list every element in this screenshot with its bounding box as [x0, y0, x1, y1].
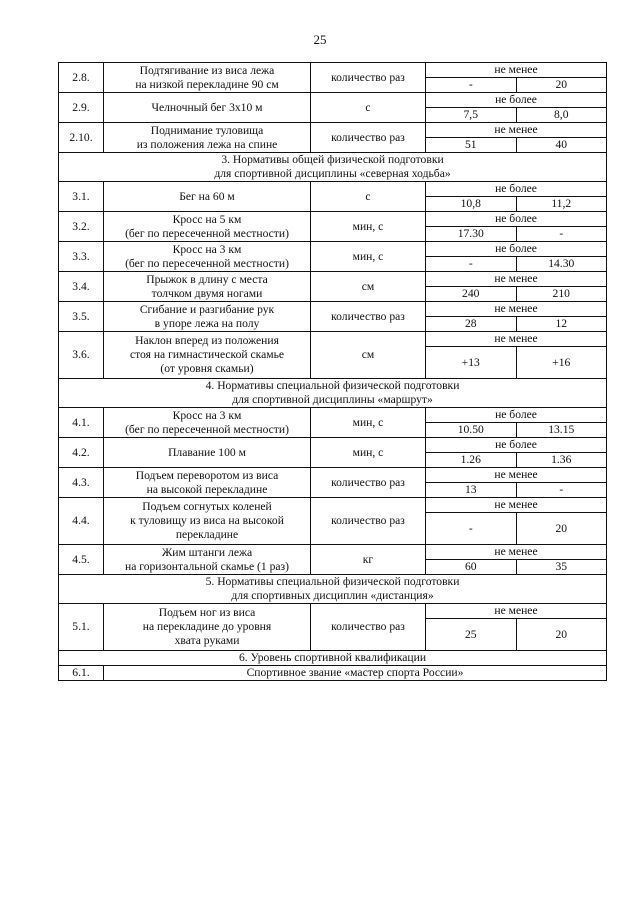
norm-condition: не менее: [426, 545, 607, 560]
norm-value-2: 20: [516, 619, 607, 651]
norm-condition: не менее: [426, 63, 607, 78]
norm-value-2: 14.30: [516, 257, 607, 272]
norm-unit: количество раз: [311, 468, 426, 498]
norm-row: [59, 212, 607, 227]
norm-unit: см: [311, 332, 426, 379]
norm-name: [104, 93, 311, 123]
norm-unit: количество раз: [311, 302, 426, 332]
norm-name: [104, 468, 311, 498]
norm-number: 2.9.: [59, 93, 104, 123]
norm-value-1: +13: [426, 347, 517, 379]
norm-value-2: 1.36: [516, 453, 607, 468]
norm-name-line: Подъем переворотом из виса: [135, 468, 279, 482]
norm-row: [59, 408, 607, 423]
norm-value-2: 8,0: [516, 108, 607, 123]
section-title-line: 3. Нормативы общей физической подготовки: [221, 153, 444, 166]
norm-unit: мин, с: [311, 438, 426, 468]
norm-unit: количество раз: [311, 498, 426, 545]
norm-name-line: (от уровня скамьи): [160, 362, 254, 375]
section-row: [59, 651, 607, 666]
norm-name: [104, 545, 311, 575]
norm-name-line: (бег по пересеченной местности): [125, 422, 289, 436]
norm-name-line: Челночный бег 3х10 м: [151, 100, 263, 114]
norm-condition: не менее: [426, 498, 607, 513]
section-row: [59, 575, 607, 604]
norm-value-1: 10.50: [426, 423, 517, 438]
section-title-line: 6. Уровень спортивной квалификации: [238, 651, 427, 664]
norm-name-line: Подъем согнутых коленей: [142, 500, 272, 513]
norm-name: [104, 123, 311, 153]
norm-name: [104, 332, 311, 379]
norm-condition: не менее: [426, 604, 607, 619]
norm-value-1: 13: [426, 483, 517, 498]
norm-value-2: 12: [516, 317, 607, 332]
norm-row: [59, 604, 607, 619]
norm-name-line: хвата руками: [174, 634, 240, 647]
norm-row: [59, 498, 607, 513]
norm-name-line: Наклон вперед из положения: [135, 334, 279, 347]
norm-number: 2.10.: [59, 123, 104, 153]
section-title-line: для спортивной дисциплины «маршрут»: [232, 393, 433, 406]
norm-unit: количество раз: [311, 123, 426, 153]
norm-name-line: Кросс на 3 км: [172, 408, 242, 422]
norm-condition: не более: [426, 408, 607, 423]
norm-value-2: 210: [516, 287, 607, 302]
norm-value-1: 51: [426, 138, 517, 153]
section-title: [59, 379, 607, 408]
norm-name-line: Плавание 100 м: [168, 445, 246, 459]
norm-value-1: 25: [426, 619, 517, 651]
section-title-line: 5. Нормативы специальной физической подготовки: [205, 575, 460, 588]
norm-name-line: на горизонтальной скамье (1 раз): [124, 559, 290, 573]
norm-value-1: -: [426, 78, 517, 93]
norm-number: 4.1.: [59, 408, 104, 438]
norm-unit: с: [311, 93, 426, 123]
section-title-line: для спортивных дисциплин «дистанция»: [231, 589, 434, 602]
section-title-line: для спортивной дисциплины «северная ходьба»: [214, 167, 451, 180]
norm-row: [59, 63, 607, 78]
norm-condition: не менее: [426, 302, 607, 317]
norm-condition: не менее: [426, 468, 607, 483]
norm-condition: не менее: [426, 332, 607, 347]
norm-number: 3.3.: [59, 242, 104, 272]
qualification-row: [59, 666, 607, 681]
norm-name: [104, 438, 311, 468]
norm-name: [104, 63, 311, 93]
norm-row: [59, 242, 607, 257]
norm-value-2: -: [516, 227, 607, 242]
norm-name-line: Поднимание туловища: [150, 123, 264, 137]
norm-value-1: -: [426, 257, 517, 272]
section-title: [59, 153, 607, 182]
norm-row: [59, 302, 607, 317]
norm-number: 4.5.: [59, 545, 104, 575]
norm-value-2: 40: [516, 138, 607, 153]
norm-condition: не более: [426, 438, 607, 453]
section-title: [59, 651, 607, 666]
section-title: [59, 575, 607, 604]
norm-number: 3.4.: [59, 272, 104, 302]
norm-number: 4.4.: [59, 498, 104, 545]
norm-row: [59, 93, 607, 108]
norm-number: 3.5.: [59, 302, 104, 332]
norm-value-1: 60: [426, 560, 517, 575]
qualification-number: 6.1.: [59, 666, 104, 681]
norm-number: 3.1.: [59, 182, 104, 212]
norm-unit: количество раз: [311, 63, 426, 93]
norm-name: [104, 408, 311, 438]
norms-table-body: [59, 63, 607, 681]
norm-unit: мин, с: [311, 408, 426, 438]
norm-name: [104, 604, 311, 651]
norm-value-2: 35: [516, 560, 607, 575]
norm-value-2: 20: [516, 513, 607, 545]
norm-value-1: 17.30: [426, 227, 517, 242]
norm-unit: кг: [311, 545, 426, 575]
norm-number: 4.2.: [59, 438, 104, 468]
norm-name-line: стоя на гимнастической скамье: [129, 348, 285, 361]
norm-name-line: в упоре лежа на полу: [154, 316, 260, 330]
norm-value-1: 1.26: [426, 453, 517, 468]
section-row: [59, 153, 607, 182]
norm-condition: не более: [426, 242, 607, 257]
norm-row: [59, 545, 607, 560]
norm-unit: количество раз: [311, 604, 426, 651]
norm-name-line: из положения лежа на спине: [136, 137, 278, 151]
norm-condition: не более: [426, 93, 607, 108]
page-number: 25: [313, 32, 327, 47]
norm-row: [59, 272, 607, 287]
norm-value-2: -: [516, 483, 607, 498]
norm-name-line: Подъем ног из виса: [158, 606, 256, 619]
norm-name-line: Кросс на 5 км: [172, 212, 242, 226]
norm-unit: с: [311, 182, 426, 212]
norm-name-line: Кросс на 3 км: [172, 242, 242, 256]
norm-name-line: Подтягивание из виса лежа: [139, 63, 275, 77]
norm-value-1: 240: [426, 287, 517, 302]
norm-value-2: 20: [516, 78, 607, 93]
norm-value-2: +16: [516, 347, 607, 379]
qualification-text: Спортивное звание «мастер спорта России»: [104, 666, 607, 681]
norm-unit: мин, с: [311, 212, 426, 242]
norm-value-2: 11,2: [516, 197, 607, 212]
norm-name: [104, 272, 311, 302]
norm-row: [59, 438, 607, 453]
norm-number: 3.6.: [59, 332, 104, 379]
norm-unit: см: [311, 272, 426, 302]
norm-number: 4.3.: [59, 468, 104, 498]
norm-name-line: перекладине: [175, 528, 239, 541]
norm-name: [104, 498, 311, 545]
norm-value-1: 28: [426, 317, 517, 332]
norm-condition: не менее: [426, 272, 607, 287]
norms-table: [58, 62, 607, 681]
norm-name-line: Жим штанги лежа: [161, 545, 253, 559]
norm-name-line: на низкой перекладине 90 см: [135, 77, 279, 91]
norm-unit: мин, с: [311, 242, 426, 272]
norm-number: 5.1.: [59, 604, 104, 651]
norm-name-line: (бег по пересеченной местности): [125, 226, 289, 240]
norm-condition: не более: [426, 212, 607, 227]
norm-name-line: на высокой перекладине: [146, 482, 268, 496]
norm-value-1: -: [426, 513, 517, 545]
norm-number: 3.2.: [59, 212, 104, 242]
norm-row: [59, 332, 607, 347]
norm-row: [59, 123, 607, 138]
section-title-line: 4. Нормативы специальной физической подготовки: [205, 379, 460, 392]
norm-name-line: (бег по пересеченной местности): [125, 256, 289, 270]
norm-condition: не менее: [426, 123, 607, 138]
norm-name: [104, 182, 311, 212]
norm-name: [104, 242, 311, 272]
norm-number: 2.8.: [59, 63, 104, 93]
norm-name-line: толчком двумя ногами: [151, 286, 263, 300]
norm-value-1: 7,5: [426, 108, 517, 123]
norm-name-line: Прыжок в длину с места: [146, 272, 268, 286]
section-row: [59, 379, 607, 408]
norm-name: [104, 212, 311, 242]
norm-value-2: 13.15: [516, 423, 607, 438]
norm-name-line: на перекладине до уровня: [142, 620, 272, 633]
norm-row: [59, 182, 607, 197]
norm-condition: не более: [426, 182, 607, 197]
norm-name-line: к туловищу из виса на высокой: [130, 514, 284, 527]
norm-name: [104, 302, 311, 332]
norm-name-line: Сгибание и разгибание рук: [139, 302, 275, 316]
norm-value-1: 10,8: [426, 197, 517, 212]
norm-row: [59, 468, 607, 483]
norm-name-line: Бег на 60 м: [179, 189, 235, 203]
